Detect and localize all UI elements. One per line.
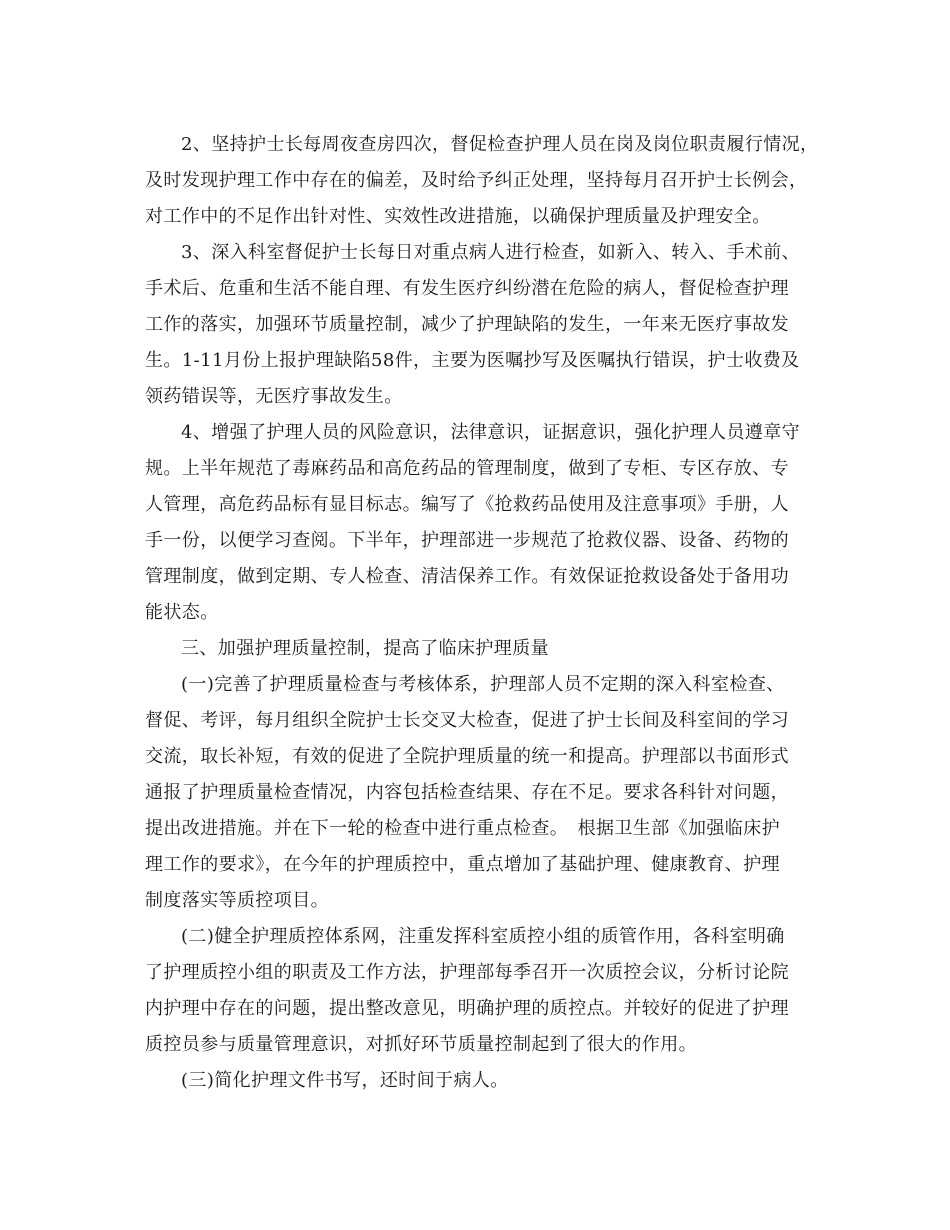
paragraph-line: 交流，取长补短，有效的促进了全院护理质量的统一和提高。护理部以书面形式 xyxy=(145,746,789,767)
paragraph-line: 3、深入科室督促护士长每日对重点病人进行检查，如新入、转入、手术前、 xyxy=(181,242,801,263)
paragraph-line: (三)简化护理文件书写，还时间于病人。 xyxy=(181,1070,509,1091)
paragraph-line: 2、坚持护士长每周夜查房四次，督促检查护理人员在岗及岗位职责履行情况， xyxy=(181,134,819,155)
paragraph-line: 提出改进措施。并在下一轮的检查中进行重点检查。 根据卫生部《加强临床护 xyxy=(145,818,780,839)
paragraph-line: 及时发现护理工作中存在的偏差，及时给予纠正处理，坚持每月召开护士长例会， xyxy=(145,170,808,191)
paragraph-line: (一)完善了护理质量检查与考核体系，护理部人员不定期的深入科室检查、 xyxy=(181,674,785,695)
paragraph-line: 手术后、危重和生活不能自理、有发生医疗纠纷潜在危险的病人，督促检查护理 xyxy=(145,278,789,299)
section-heading: 三、加强护理质量控制，提高了临床护理质量 xyxy=(181,638,549,659)
paragraph-line: 工作的落实，加强环节质量控制，减少了护理缺陷的发生，一年来无医疗事故发 xyxy=(145,314,789,335)
paragraph-line: 能状态。 xyxy=(145,602,219,623)
paragraph-line: 规。上半年规范了毒麻药品和高危药品的管理制度，做到了专柜、专区存放、专 xyxy=(145,458,789,479)
paragraph-line: 对工作中的不足作出针对性、实效性改进措施，以确保护理质量及护理安全。 xyxy=(145,206,771,227)
paragraph-line: 内护理中存在的问题，提出整改意见，明确护理的质控点。并较好的促进了护理 xyxy=(145,998,789,1019)
paragraph-line: 管理制度，做到定期、专人检查、清洁保养工作。有效保证抢救设备处于备用功 xyxy=(145,566,789,587)
paragraph-line: 4、增强了护理人员的风险意识，法律意识，证据意识，强化护理人员遵章守 xyxy=(181,422,801,443)
paragraph-line: 人管理，高危药品标有显目标志。编写了《抢救药品使用及注意事项》手册，人 xyxy=(145,494,789,515)
paragraph-line: 制度落实等质控项目。 xyxy=(145,890,329,911)
paragraph-line: (二)健全护理质控体系网，注重发挥科室质控小组的质管作用，各科室明确 xyxy=(181,926,785,947)
paragraph-line: 领药错误等，无医疗事故发生。 xyxy=(145,386,403,407)
paragraph-line: 了护理质控小组的职责及工作方法，护理部每季召开一次质控会议，分析讨论院 xyxy=(145,962,789,983)
paragraph-line: 督促、考评，每月组织全院护士长交叉大检查，促进了护士长间及科室间的学习 xyxy=(145,710,789,731)
paragraph-line: 质控员参与质量管理意识，对抓好环节质量控制起到了很大的作用。 xyxy=(145,1034,697,1055)
paragraph-line: 理工作的要求》，在今年的护理质控中，重点增加了基础护理、健康教育、护理 xyxy=(145,854,780,875)
paragraph-line: 手一份，以便学习查阅。下半年，护理部进一步规范了抢救仪器、设备、药物的 xyxy=(145,530,789,551)
paragraph-line: 通报了护理质量检查情况，内容包括检查结果、存在不足。要求各科针对问题， xyxy=(145,782,789,803)
paragraph-line: 生。1-11月份上报护理缺陷58件，主要为医嘱抄写及医嘱执行错误，护士收费及 xyxy=(145,350,800,371)
